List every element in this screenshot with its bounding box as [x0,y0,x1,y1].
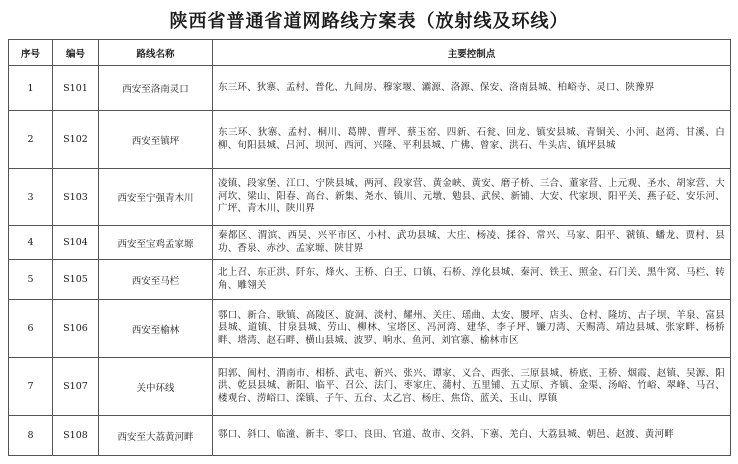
cell-code: S102 [53,111,99,169]
cell-no: 5 [9,260,53,300]
cell-no: 2 [9,111,53,169]
cell-points: 阳郭、闽村、渭南市、相桥、武屯、新兴、张兴、谭家、义合、西张、三原县城、桥底、王桥、烟霞、赵镇、吴源、阳洪、乾县县城、新阳、临平、召公、法门、枣家庄、蒲村、五里铺、五丈原、齐镇、金渠、汤峪、竹峪、翠峰、马召、楼观台、涝峪口、滦镇、子午、五台、太乙宫、杨庄、焦岱、蓝关、玉山、厚镇 [213,358,731,416]
cell-points: 东三环、狄寨、孟村、普化、九间房、穆家堰、灞源、洛源、保安、洛南县城、柏峪寺、灵口、陕豫界 [213,66,731,111]
cell-name: 西安至镇坪 [99,111,213,169]
cell-name: 西安至大荔黄河畔 [99,416,213,456]
table-row [9,416,731,456]
cell-code: S103 [53,169,99,226]
cell-code: S108 [53,416,99,456]
cell-no: 7 [9,358,53,416]
cell-points: 北上召、东正洪、阡东、烽火、王桥、白王、口镇、石桥、淳化县城、秦河、铁王、照金、石门关、黑牛窝、马栏、转角、雕翎关 [213,260,731,300]
cell-no: 6 [9,300,53,358]
table-row [9,300,731,358]
cell-code: S101 [53,66,99,111]
cell-name: 西安至宝鸡孟家塬 [99,226,213,260]
table-row [9,66,731,111]
table-row [9,260,731,300]
cell-no: 4 [9,226,53,260]
cell-name: 关中环线 [99,358,213,416]
table-header-row [9,40,731,66]
header-no: 序号 [9,40,53,66]
table-row [9,358,731,416]
cell-points: 东三环、狄寨、孟村、桐川、葛牌、曹坪、蔡玉窑、四新、石瓮、回龙、镇安县城、青铜关、小河、赵湾、甘溪、白柳、旬阳县城、吕河、坝河、西河、兴隆、平利县城、广佛、曾家、洪石、牛头店、镇坪县城 [213,111,731,169]
cell-code: S105 [53,260,99,300]
table-row [9,226,731,260]
page-title: 陕西省普通省道网路线方案表（放射线及环线） [169,11,569,32]
cell-points: 鄠口、斜口、临潼、新丰、零口、良田、官道、故市、交斜、下寨、羌白、大荔县城、朝邑、赵渡、黄河畔 [213,416,731,456]
cell-code: S106 [53,300,99,358]
table-row [9,111,731,169]
cell-points: 鄠口、新合、耿镇、高陵区、旋洞、淡村、耀州、关庄、瑶曲、太安、腰坪、店头、仓村、隆坊、古子坝、羊泉、富县县城、道镇、甘泉县城、劳山、柳林、宝塔区、冯河湾、建华、李子坪、镰刀湾、天赐湾、靖边县城、张家畔、杨桥畔、塔湾、赵石畔、横山县城、波罗、响水、鱼河、刘官寨、榆林市区 [213,300,731,358]
cell-name: 西安至洛南灵口 [99,66,213,111]
cell-points: 秦都区、渭滨、西吴、兴平市区、小村、武功县城、大庄、杨凌、揉谷、常兴、马家、阳平、虢镇、蟠龙、贾村、县功、香泉、赤沙、孟家塬、陕甘界 [213,226,731,260]
table-row [9,169,731,226]
route-table [8,39,731,456]
header-points: 主要控制点 [213,40,731,66]
cell-points: 凌镇、段家堡、江口、宁陕县城、两河、段家营、黄金峡、黄安、磨子桥、三合、董家营、上元观、圣水、胡家营、大河坎、梁山、阳春、高台、新集、尧水、镇川、元墩、勉县、武侯、新铺、大安、代家坝、阳平关、燕子砭、安乐河、广坪、青木川、陕川界 [213,169,731,226]
cell-name: 西安至宁强青木川 [99,169,213,226]
cell-name: 西安至马栏 [99,260,213,300]
header-code: 编号 [53,40,99,66]
cell-code: S104 [53,226,99,260]
cell-name: 西安至榆林 [99,300,213,358]
header-name: 路线名称 [99,40,213,66]
cell-no: 1 [9,66,53,111]
cell-code: S107 [53,358,99,416]
cell-no: 3 [9,169,53,226]
cell-no: 8 [9,416,53,456]
